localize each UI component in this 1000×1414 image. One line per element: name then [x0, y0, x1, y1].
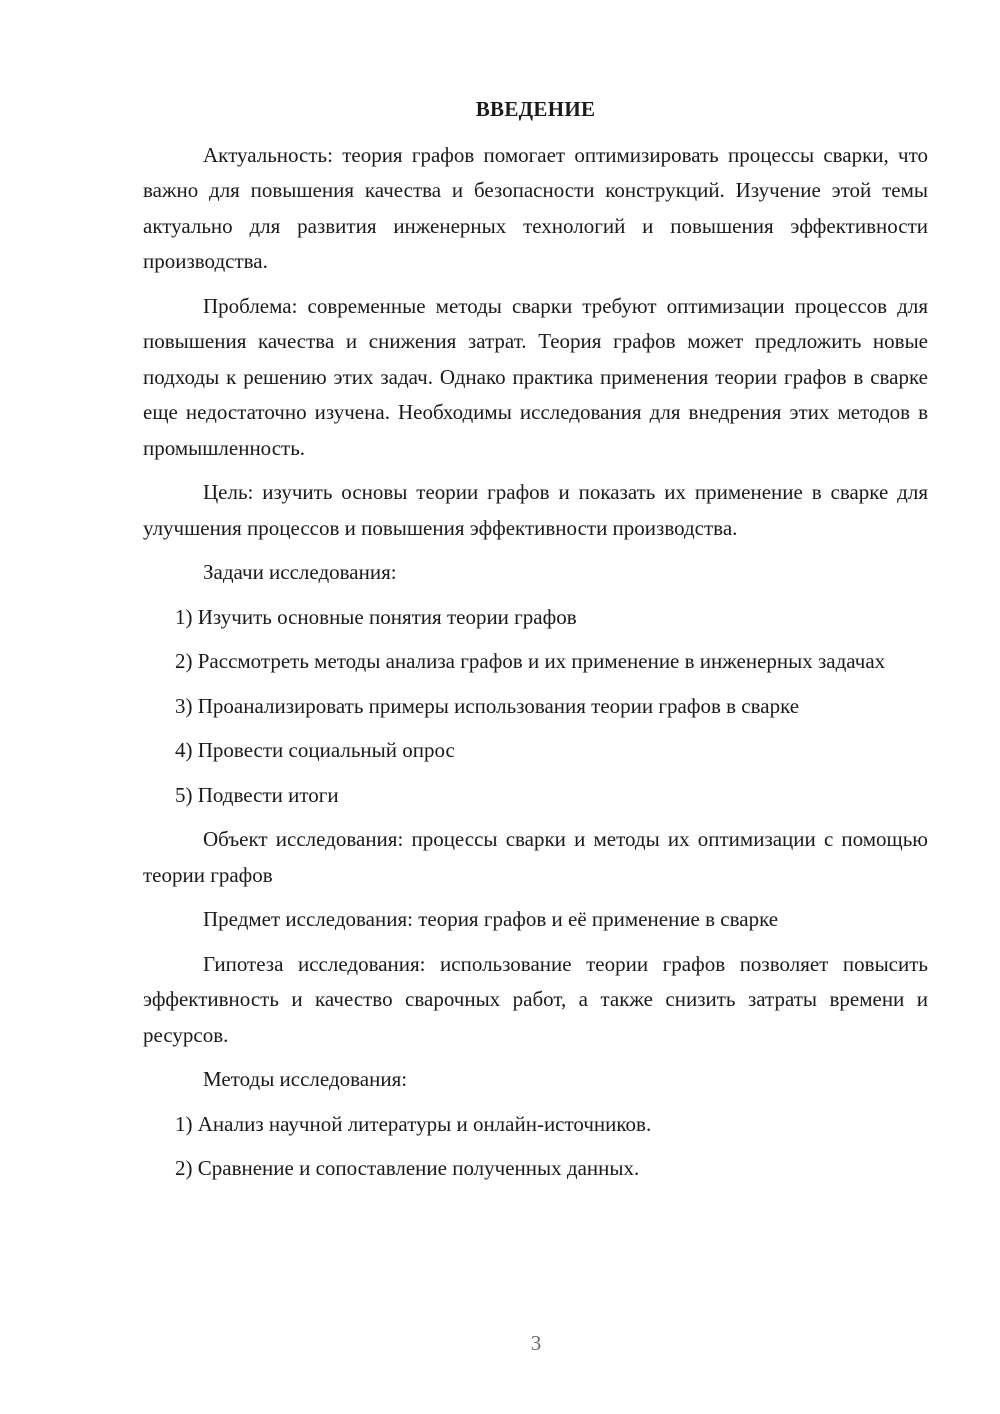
problem-paragraph: Проблема: современные методы сварки требуют оптимизации процессов для повышения качества и снижения затрат. Теория графов может предложить новые подходы к решению этих задач. Однако практика применения теории графов в сварке еще недостаточно изучена. Необходимы исследования для внедрения этих методов в промышленность. — [143, 293, 928, 460]
relevance-paragraph: Актуальность: теория графов помогает оптимизировать процессы сварки, что важно для повышения качества и безопасности конструкций. Изучение этой темы актуально для развития инженерных технологий и повышения эффективности производства. — [143, 142, 928, 273]
task-item-3: 3) Проанализировать примеры использования теории графов в сварке — [175, 693, 800, 718]
task-item-4: 4) Провести социальный опрос — [175, 738, 455, 762]
task-item-5: 5) Подвести итоги — [175, 782, 339, 807]
page-number: 3 — [530, 1331, 542, 1355]
page-title: ВВЕДЕНИЕ — [475, 97, 596, 121]
tasks-heading: Задачи исследования: — [203, 560, 397, 584]
goal-paragraph: Цель: изучить основы теории графов и показать их применение в сварке для улучшения процессов и повышения эффективности производства. — [143, 480, 928, 540]
subject-paragraph: Предмет исследования: теория графов и её применение в сварке — [203, 907, 779, 931]
hypothesis-paragraph: Гипотеза исследования: использование теории графов позволяет повысить эффективность и качество сварочных работ, а также снизить затраты времени и ресурсов. — [143, 951, 928, 1047]
methods-heading: Методы исследования: — [203, 1067, 408, 1091]
task-item-1: 1) Изучить основные понятия теории графов — [175, 604, 577, 629]
task-item-2: 2) Рассмотреть методы анализа графов и их применение в инженерных задачах — [175, 649, 886, 673]
document-body — [143, 92, 928, 1196]
object-paragraph: Объект исследования: процессы сварки и методы их оптимизации с помощью теории графов — [143, 827, 928, 887]
method-item-1: 1) Анализ научной литературы и онлайн-источников. — [175, 1111, 652, 1136]
method-item-2: 2) Сравнение и сопоставление полученных данных. — [175, 1156, 640, 1180]
